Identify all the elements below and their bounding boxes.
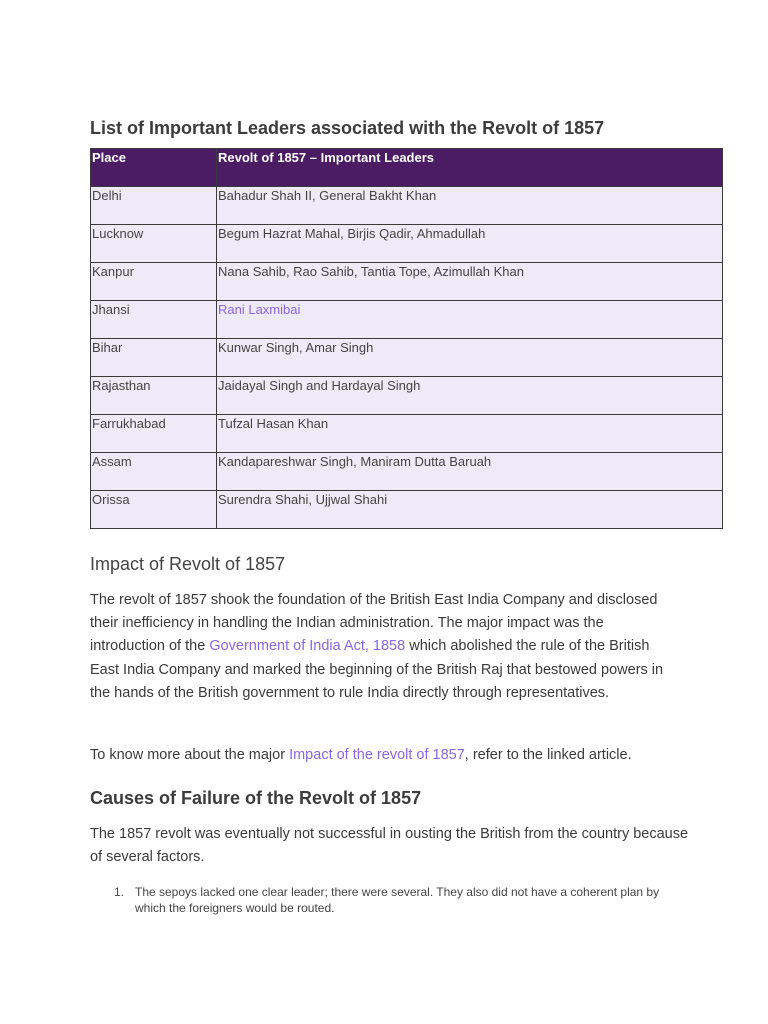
rani-laxmibai-link[interactable]: Rani Laxmibai bbox=[218, 302, 301, 317]
table-row bbox=[91, 225, 723, 263]
table-header-row bbox=[91, 149, 723, 187]
place-cell: Lucknow bbox=[91, 225, 217, 263]
table-heading: List of Important Leaders associated with the Revolt of 1857 bbox=[90, 118, 605, 138]
place-cell: Orissa bbox=[91, 491, 217, 529]
place-cell: Bihar bbox=[91, 339, 217, 377]
leaders-cell: Jaidayal Singh and Hardayal Singh bbox=[217, 377, 723, 415]
read-more-paragraph bbox=[90, 744, 710, 767]
leaders-cell: Kandapareshwar Singh, Maniram Dutta Baruah bbox=[217, 453, 723, 491]
table-row bbox=[91, 263, 723, 301]
leaders-cell: Tufzal Hasan Khan bbox=[217, 415, 723, 453]
impact-paragraph bbox=[90, 589, 680, 705]
table-row bbox=[91, 491, 723, 529]
government-of-india-act-link[interactable]: Government of India Act, 1858 bbox=[209, 638, 406, 655]
impact-text-start: The revolt of 1857 shook the foundation of the British East India Company and disclosed their inefficiency in handling the Indian administration. The major impact was the introduction of the bbox=[90, 592, 658, 655]
impact-text-end: which abolished the rule of the British East India Company and marked the beginning of the British Raj that bestowed powers in the hands of the British government to rule India directly through representatives. bbox=[90, 638, 664, 701]
place-cell: Kanpur bbox=[91, 263, 217, 301]
causes-heading: Causes of Failure of the Revolt of 1857 bbox=[90, 788, 422, 808]
column-header-leaders: Revolt of 1857 – Important Leaders bbox=[217, 149, 723, 187]
table-row bbox=[91, 187, 723, 225]
leaders-cell bbox=[217, 301, 723, 339]
list-item-number: 1. bbox=[114, 885, 125, 899]
impact-heading: Impact of Revolt of 1857 bbox=[90, 554, 286, 574]
read-more-text-start: To know more about the major bbox=[90, 747, 290, 763]
table-row bbox=[91, 377, 723, 415]
column-header-place: Place bbox=[91, 149, 217, 187]
table-row bbox=[91, 415, 723, 453]
list-item-text: The sepoys lacked one clear leader; there were several. They also did not have a coherent plan by which the foreigners would be routed. bbox=[135, 885, 660, 915]
table-row bbox=[91, 339, 723, 377]
leaders-cell: Surendra Shahi, Ujjwal Shahi bbox=[217, 491, 723, 529]
leaders-cell: Bahadur Shah II, General Bakht Khan bbox=[217, 187, 723, 225]
table-row bbox=[91, 301, 723, 339]
place-cell: Jhansi bbox=[91, 301, 217, 339]
list-item bbox=[90, 884, 680, 916]
leaders-cell: Kunwar Singh, Amar Singh bbox=[217, 339, 723, 377]
place-cell: Delhi bbox=[91, 187, 217, 225]
read-more-text-end: , refer to the linked article. bbox=[464, 747, 632, 763]
table-row bbox=[91, 453, 723, 491]
impact-of-revolt-link[interactable]: Impact of the revolt of 1857 bbox=[289, 747, 465, 763]
place-cell: Rajasthan bbox=[91, 377, 217, 415]
place-cell: Assam bbox=[91, 453, 217, 491]
causes-paragraph: The 1857 revolt was eventually not successful in ousting the British from the country because of several factors. bbox=[90, 826, 689, 866]
leaders-cell: Begum Hazrat Mahal, Birjis Qadir, Ahmadullah bbox=[217, 225, 723, 263]
causes-list bbox=[90, 884, 680, 916]
place-cell: Farrukhabad bbox=[91, 415, 217, 453]
leaders-table bbox=[90, 148, 723, 529]
leaders-cell: Nana Sahib, Rao Sahib, Tantia Tope, Azimullah Khan bbox=[217, 263, 723, 301]
